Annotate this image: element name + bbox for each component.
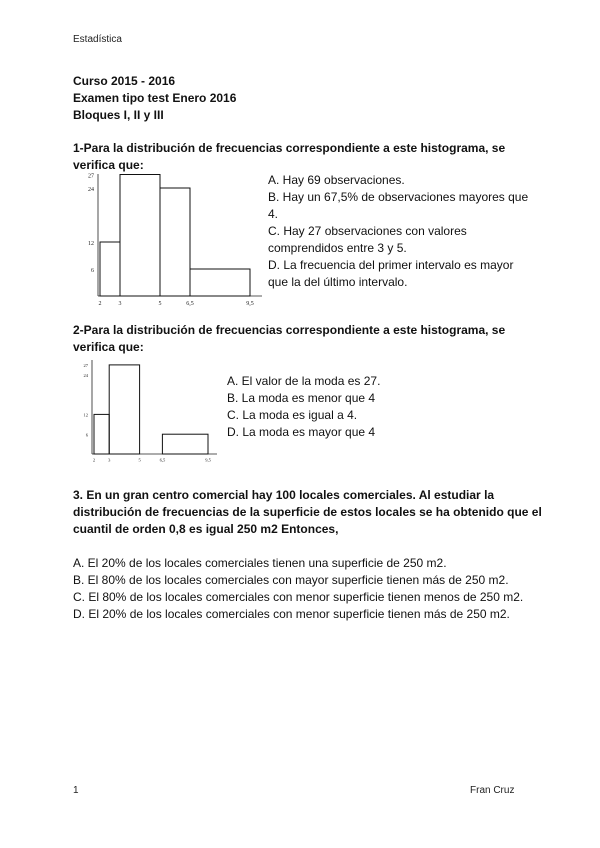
- q3-question-line1: 3. En un gran centro comercial hay 100 locales comerciales. Al estudiar la: [73, 488, 495, 502]
- page-number: 1: [73, 785, 79, 796]
- q2-options: [227, 373, 467, 441]
- x-tick-label: 9,5: [205, 457, 211, 463]
- x-tick-label: 5: [138, 457, 141, 463]
- histogram-bar: [120, 175, 160, 297]
- x-tick-label: 3: [108, 457, 111, 463]
- q3-options: [73, 555, 543, 623]
- histogram-bar: [190, 269, 250, 296]
- histogram-bar: [162, 434, 208, 454]
- q1-question-line2: verifica que:: [73, 158, 144, 172]
- x-tick-label: 2: [98, 301, 102, 307]
- q2-histogram: [72, 356, 222, 468]
- q3-question-line2: distribución de frecuencias de la superficie de estos locales se ha obtenido que el: [73, 505, 542, 519]
- q1-option-c-cont: comprendidos entre 3 y 5.: [268, 241, 407, 255]
- q2-question-line1: 2-Para la distribución de frecuencias correspondiente a este histograma, se: [73, 323, 506, 337]
- q1-option-a: A. Hay 69 observaciones.: [268, 173, 405, 187]
- q2-option-d: D. La moda es mayor que 4: [227, 425, 376, 439]
- q1-options: [268, 172, 530, 291]
- q1-option-d-cont: que la del último intervalo.: [268, 275, 408, 289]
- q1-histogram: [72, 170, 268, 310]
- q3-question: [73, 487, 543, 538]
- y-tick-label: 6: [91, 268, 94, 274]
- q3-question-line3: cuantil de orden 0,8 es igual 250 m2 Entonces,: [73, 522, 339, 536]
- q3-option-b: B. El 80% de los locales comerciales con mayor superficie tienen más de 250 m2.: [73, 573, 509, 587]
- q3-option-d: D. El 20% de los locales comerciales con menor superficie tienen más de 250 m2.: [73, 607, 510, 621]
- y-tick-label: 12: [88, 241, 94, 247]
- y-tick-label: 12: [83, 412, 88, 418]
- q3-option-a: A. El 20% de los locales comerciales tienen una superficie de 250 m2.: [73, 556, 447, 570]
- q2-option-c: C. La moda es igual a 4.: [227, 408, 358, 422]
- blocks-line: Bloques I, II y III: [73, 108, 164, 122]
- header-subject: Estadística: [73, 34, 122, 45]
- exam-line: Examen tipo test Enero 2016: [73, 91, 237, 105]
- q1-question-line1: 1-Para la distribución de frecuencias correspondiente a este histograma, se: [73, 141, 506, 155]
- q2-question: [73, 322, 543, 356]
- x-tick-label: 2: [92, 457, 96, 463]
- y-tick-label: 27: [83, 363, 88, 369]
- y-tick-label: 24: [83, 373, 88, 379]
- y-tick-label: 6: [85, 432, 88, 438]
- q1-option-b: B. Hay un 67,5% de observaciones mayores que: [268, 190, 529, 204]
- x-tick-label: 6,5: [186, 301, 194, 307]
- q3-option-c: C. El 80% de los locales comerciales con menor superficie tienen menos de 250 m2.: [73, 590, 524, 604]
- q2-option-a: A. El valor de la moda es 27.: [227, 374, 381, 388]
- y-tick-label: 24: [88, 187, 94, 193]
- x-tick-label: 9,5: [246, 301, 254, 307]
- x-tick-label: 5: [158, 301, 162, 307]
- x-tick-label: 3: [118, 301, 122, 307]
- histogram-bar: [160, 188, 190, 296]
- course-line: Curso 2015 - 2016: [73, 74, 176, 88]
- q2-option-b: B. La moda es menor que 4: [227, 391, 376, 405]
- q1-option-d: D. La frecuencia del primer intervalo es mayor: [268, 258, 514, 272]
- q1-option-b-cont: 4.: [268, 207, 279, 221]
- q1-question: [73, 140, 543, 174]
- q2-question-line2: verifica que:: [73, 340, 144, 354]
- author: Fran Cruz: [470, 785, 515, 796]
- y-tick-label: 27: [88, 173, 94, 180]
- x-tick-label: 6,5: [159, 457, 166, 463]
- histogram-bar: [94, 414, 109, 454]
- q1-option-c: C. Hay 27 observaciones con valores: [268, 224, 467, 238]
- histogram-bar: [109, 365, 139, 454]
- histogram-bar: [100, 242, 120, 296]
